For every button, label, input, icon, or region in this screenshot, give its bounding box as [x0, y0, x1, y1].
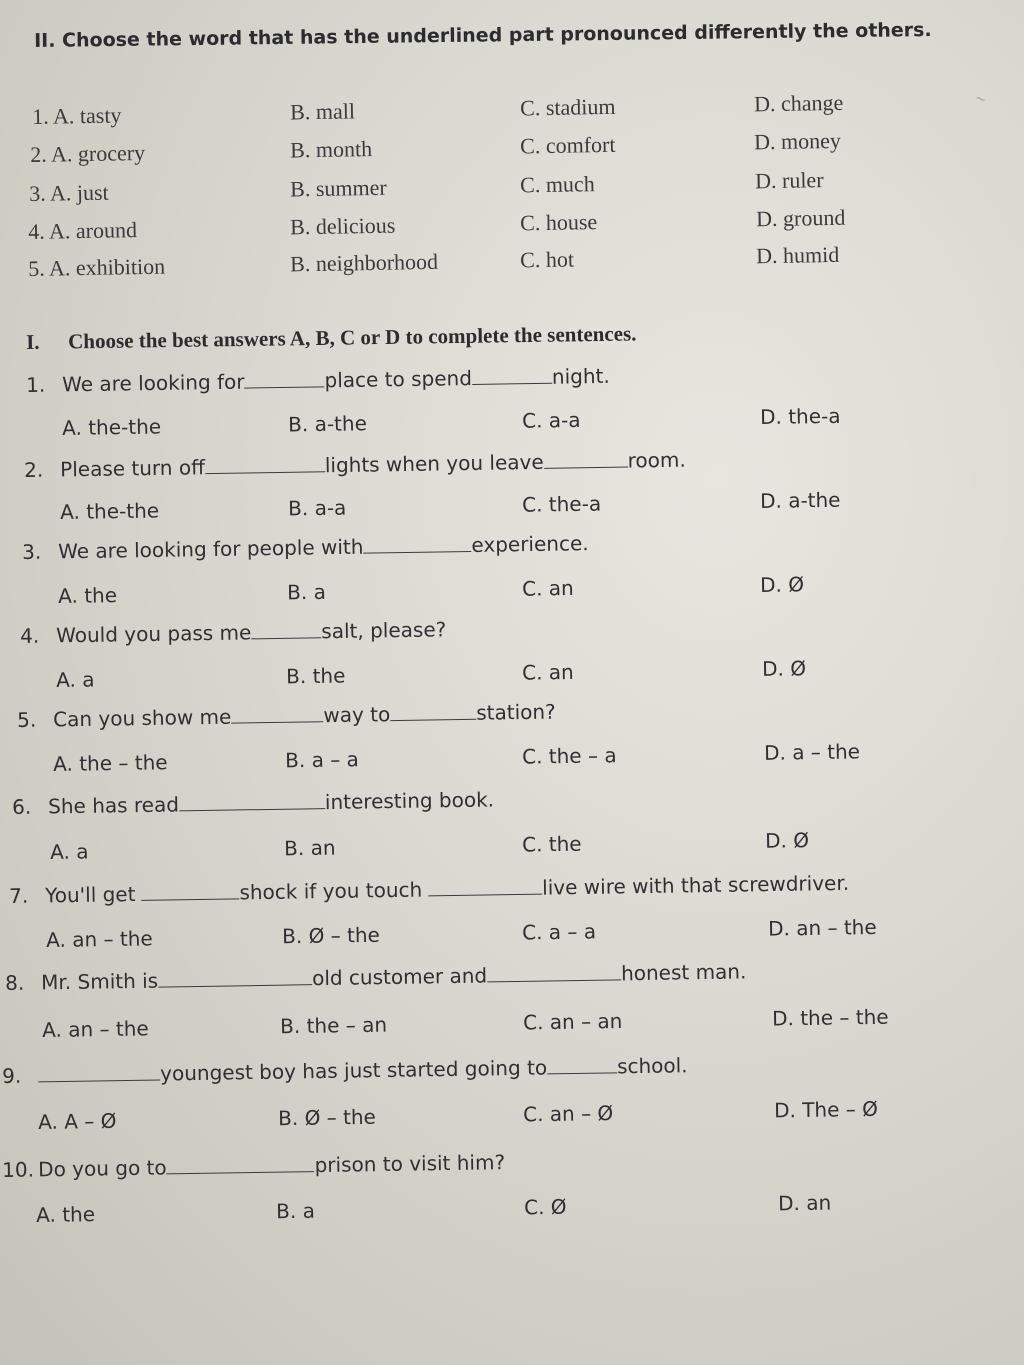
answer-blank[interactable] [205, 453, 325, 474]
option-c: C. an [521, 659, 574, 685]
question-text: room. [627, 447, 686, 473]
question-text: way to [323, 702, 391, 728]
option-c: C. the-a [521, 491, 602, 517]
question-text: night. [551, 363, 610, 389]
option-d: D. humid [755, 241, 840, 269]
option-a: A. the [36, 1202, 96, 1227]
option-d: D. a – the [763, 739, 861, 765]
question-number: 3. [22, 539, 42, 564]
option-d: D. ruler [754, 167, 824, 194]
question-text: interesting book. [324, 787, 495, 815]
option-b: B. summer [289, 174, 387, 202]
option-b: B. a – a [284, 747, 360, 773]
question-6 [12, 787, 494, 819]
question-number: 9. [2, 1063, 22, 1088]
option-d: D. Ø [761, 656, 807, 681]
question-text: school. [616, 1053, 688, 1079]
option-a: A. the – the [53, 750, 168, 776]
question-text: lights when you leave [324, 449, 544, 478]
question-number: 8. [5, 970, 25, 995]
question-text: place to spend [324, 365, 473, 393]
question-text: prison to visit him? [314, 1150, 506, 1178]
option-b: B. a [286, 579, 327, 605]
option-d: D. an [777, 1190, 832, 1216]
option-a: A. an – the [46, 926, 153, 952]
answer-blank[interactable] [547, 1054, 617, 1074]
question-4 [20, 617, 446, 648]
question-number: 2. [24, 457, 44, 482]
option-d: D. ground [755, 204, 846, 232]
question-2 [24, 448, 686, 482]
option-b: B. Ø – the [277, 1104, 377, 1131]
question-text: We are looking for people with [57, 534, 364, 564]
answer-blank[interactable] [38, 1062, 160, 1083]
option-c: C. an [521, 575, 574, 601]
question-9 [2, 1053, 688, 1088]
option-a: A. the [58, 583, 118, 608]
option-b: B. month [289, 136, 373, 163]
section-1-title [26, 319, 826, 355]
question-number: 7. [9, 883, 29, 908]
question-text: We are looking for [61, 369, 245, 397]
section-1-instruction: Choose the best answers A, B, C or D to complete the sentences. [67, 321, 637, 354]
option-b: B. Ø – the [281, 922, 381, 949]
section-2-title: II. Choose the word that has the underlined part pronounced differently the others. [34, 19, 932, 52]
option-a: A. A – Ø [38, 1108, 117, 1134]
question-number: 6. [12, 794, 32, 819]
option-b: B. a-a [287, 495, 347, 521]
question-text: You'll get [44, 882, 136, 908]
question-text: She has read [47, 792, 180, 819]
option-a: A. a [50, 839, 89, 864]
question-text: shock if you touch [239, 877, 423, 905]
question-text: live wire with that screwdriver. [541, 870, 850, 900]
option-d: D. the – the [771, 1004, 889, 1031]
question-5 [17, 700, 556, 732]
option-a: A. an – the [42, 1016, 149, 1042]
option-c: C. an – an [522, 1008, 623, 1035]
answer-blank[interactable] [472, 365, 552, 385]
option-d: D. a-the [759, 487, 841, 514]
question-7 [9, 871, 849, 908]
question-text: Would you pass me [55, 620, 252, 648]
option-a: A. a [56, 667, 95, 692]
option-c: C. comfort [519, 131, 616, 159]
option-c: C. Ø [523, 1194, 567, 1220]
option-c: C. a-a [521, 407, 581, 433]
option-c: C. much [519, 171, 595, 198]
option-b: B. a-the [287, 411, 368, 437]
section-1-roman: I. [26, 329, 40, 354]
option-b: B. neighborhood [289, 248, 439, 277]
answer-blank[interactable] [543, 449, 627, 469]
option-a: A. the-the [60, 498, 160, 524]
option-b: B. mall [289, 98, 356, 125]
option-c: C. an – Ø [522, 1100, 614, 1127]
answer-blank[interactable] [231, 703, 323, 723]
option-d: D. an – the [767, 914, 877, 941]
option-c: C. the [521, 831, 582, 857]
option-c: C. stadium [519, 93, 616, 121]
answer-blank[interactable] [428, 876, 542, 897]
option-a: 3. A. just [29, 179, 109, 206]
question-text: honest man. [620, 959, 747, 986]
question-1 [26, 364, 610, 397]
option-a: A. the-the [62, 414, 162, 440]
question-text: experience. [471, 531, 589, 557]
option-a: 4. A. around [28, 217, 138, 244]
option-a: 1. A. tasty [32, 102, 122, 129]
option-c: C. the – a [521, 743, 617, 769]
question-10 [2, 1150, 505, 1182]
option-b: B. delicious [289, 212, 396, 240]
answer-blank[interactable] [244, 368, 324, 388]
answer-blank[interactable] [179, 790, 325, 811]
question-number: 5. [17, 707, 37, 732]
answer-blank[interactable] [390, 701, 476, 721]
option-b: B. the [285, 663, 346, 689]
option-d: D. money [753, 127, 842, 155]
question-text: youngest boy has just started going to [159, 1055, 548, 1086]
option-a: 5. A. exhibition [28, 253, 166, 281]
question-text: salt, please? [321, 617, 447, 644]
answer-blank[interactable] [363, 533, 471, 554]
question-text: old customer and [311, 963, 488, 991]
option-d: D. Ø [759, 572, 805, 597]
answer-blank[interactable] [141, 880, 239, 901]
option-c: C. a – a [521, 919, 597, 945]
question-text: Please turn off [59, 455, 206, 482]
option-b: B. the – an [279, 1012, 388, 1039]
option-b: B. an [283, 835, 336, 861]
option-c: C. hot [519, 246, 575, 273]
question-3 [22, 531, 589, 564]
question-8 [5, 959, 747, 995]
option-b: B. a [275, 1198, 316, 1224]
option-c: C. house [519, 209, 598, 236]
question-number: 10. [2, 1157, 35, 1182]
pencil-mark-icon: ~ [972, 90, 989, 109]
answer-blank[interactable] [487, 961, 621, 982]
question-text: Can you show me [52, 704, 232, 732]
answer-blank[interactable] [251, 619, 321, 639]
option-d: D. the-a [759, 403, 841, 430]
option-a: 2. A. grocery [30, 139, 146, 167]
question-number: 1. [26, 372, 46, 397]
question-text: Do you go to [37, 1155, 167, 1182]
question-text: Mr. Smith is [40, 968, 159, 995]
question-number: 4. [20, 623, 40, 648]
answer-blank[interactable] [158, 966, 312, 987]
answer-blank[interactable] [166, 1153, 314, 1174]
option-d: D. change [753, 89, 844, 117]
option-d: D. The – Ø [773, 1096, 879, 1123]
option-d: D. Ø [764, 828, 810, 853]
question-text: station? [476, 699, 556, 725]
